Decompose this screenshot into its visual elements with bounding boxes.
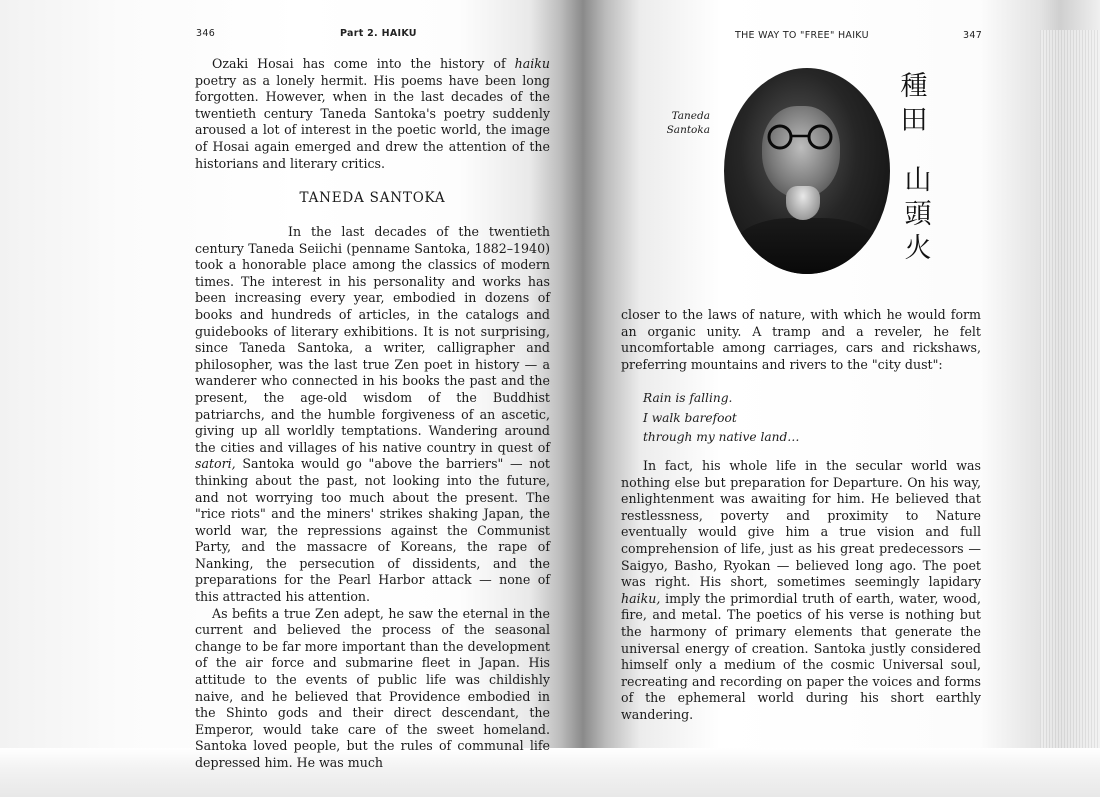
left-intro-column [195,56,550,172]
portrait-photo [724,68,890,274]
right-body-column [621,458,981,724]
right-running-head: THE WAY TO "FREE" HAIKU [735,30,869,41]
poem [643,389,963,448]
kanji-surname: 種 田 [900,71,928,136]
poem-line: through my native land… [643,430,800,444]
left-paragraph-1: Ozaki Hosai has come into the history of haiku poetry as a lonely hermit. His poems have been long forgotten. However, when in the last decades of the twentieth century Taneda Santoka's poetry suddenly aroused a lot of interest in the poetic world, the image of Hosai again emerged and drew the attention of the historians and literary critics. [195,56,550,171]
poem-line: I walk barefoot [643,410,737,425]
page-edges [1040,30,1100,770]
portrait-caption: Taneda Santoka [666,110,710,136]
left-body-column [195,224,550,772]
left-page-number: 346 [196,28,216,39]
left-running-head: Part 2. HAIKU [340,28,417,39]
kanji-penname: 山 頭 火 [904,165,932,264]
section-title: TANEDA SANTOKA [299,190,446,206]
poem-line: Rain is falling. [643,391,733,405]
right-paragraph-2: In fact, his whole life in the secular world was nothing else but preparation for Departure. On his way, enlightenment was awaiting for him. He believed that restlessness, poverty and proximity to Nature eventually would give him a true vision and full comprehension of life, just as his great predecessors — Saigyo, Basho, Ryokan — believed long ago. The poet was right. His short, sometimes seemingly lapidary haiku, imply the primordial truth of earth, water, wood, fire, and metal. The poetics of his verse is nothing but the harmony of primary elements that generate the universal energy of creation. Santoka justly considered himself only a medium of the cosmic Universal soul, recreating and recording on paper the voices and forms of the ephemeral world during his short earthly wandering. [621,458,981,722]
right-top-column [621,307,981,373]
right-page-number: 347 [963,30,983,41]
book-bottom-edge [0,748,1100,797]
glasses-icon [760,124,844,150]
left-paragraph-2: In the last decades of the twentieth century Taneda Seiichi (penname Santoka, 1882–1940) took a honorable place among the classics of modern times. The interest in his personality and works has been increasing every year, embodied in dozens of books and hundreds of articles, in the catalogs and guidebooks of literary exhibitions. It is not surprising, since Taneda Santoka, a writer, calligrapher and philosopher, was the last true Zen poet in history — a wanderer who connected in his books the past and the present, the age-old wisdom of the Buddhist patriarchs, and the humble forgiveness of an ascetic, giving up all worldly temptations. Wandering around the cities and villages of his native country in quest of satori, Santoka would go "above the barriers" — not thinking about the past, not looking into the future, and not worrying too much about the present. The "rice riots" and the miners' strikes shaking Japan, the world war, the repressions against the Communist Party, and the massacre of Koreans, the rape of Nanking, the persecution of dissidents, and the preparations for the Pearl Harbor attack — none of this attracted his attention. [195,224,550,605]
right-paragraph-1: closer to the laws of nature, with which he would form an organic unity. A tramp and a reveler, he felt uncomfortable among carriages, cars and rickshaws, preferring mountains and rivers to the "city dust": [621,307,981,372]
left-paragraph-3: As befits a true Zen adept, he saw the eternal in the current and believed the process of the seasonal change to be far more important than the development of the air force and submarine fleet in Japan. His attitude to the events of public life was childishly naive, and he believed that Providence embodied in the Shinto gods and their direct descendant, the Emperor, would take care of the sweet homeland. Santoka loved people, but the rules of communal life depressed him. He was much [195,605,550,770]
